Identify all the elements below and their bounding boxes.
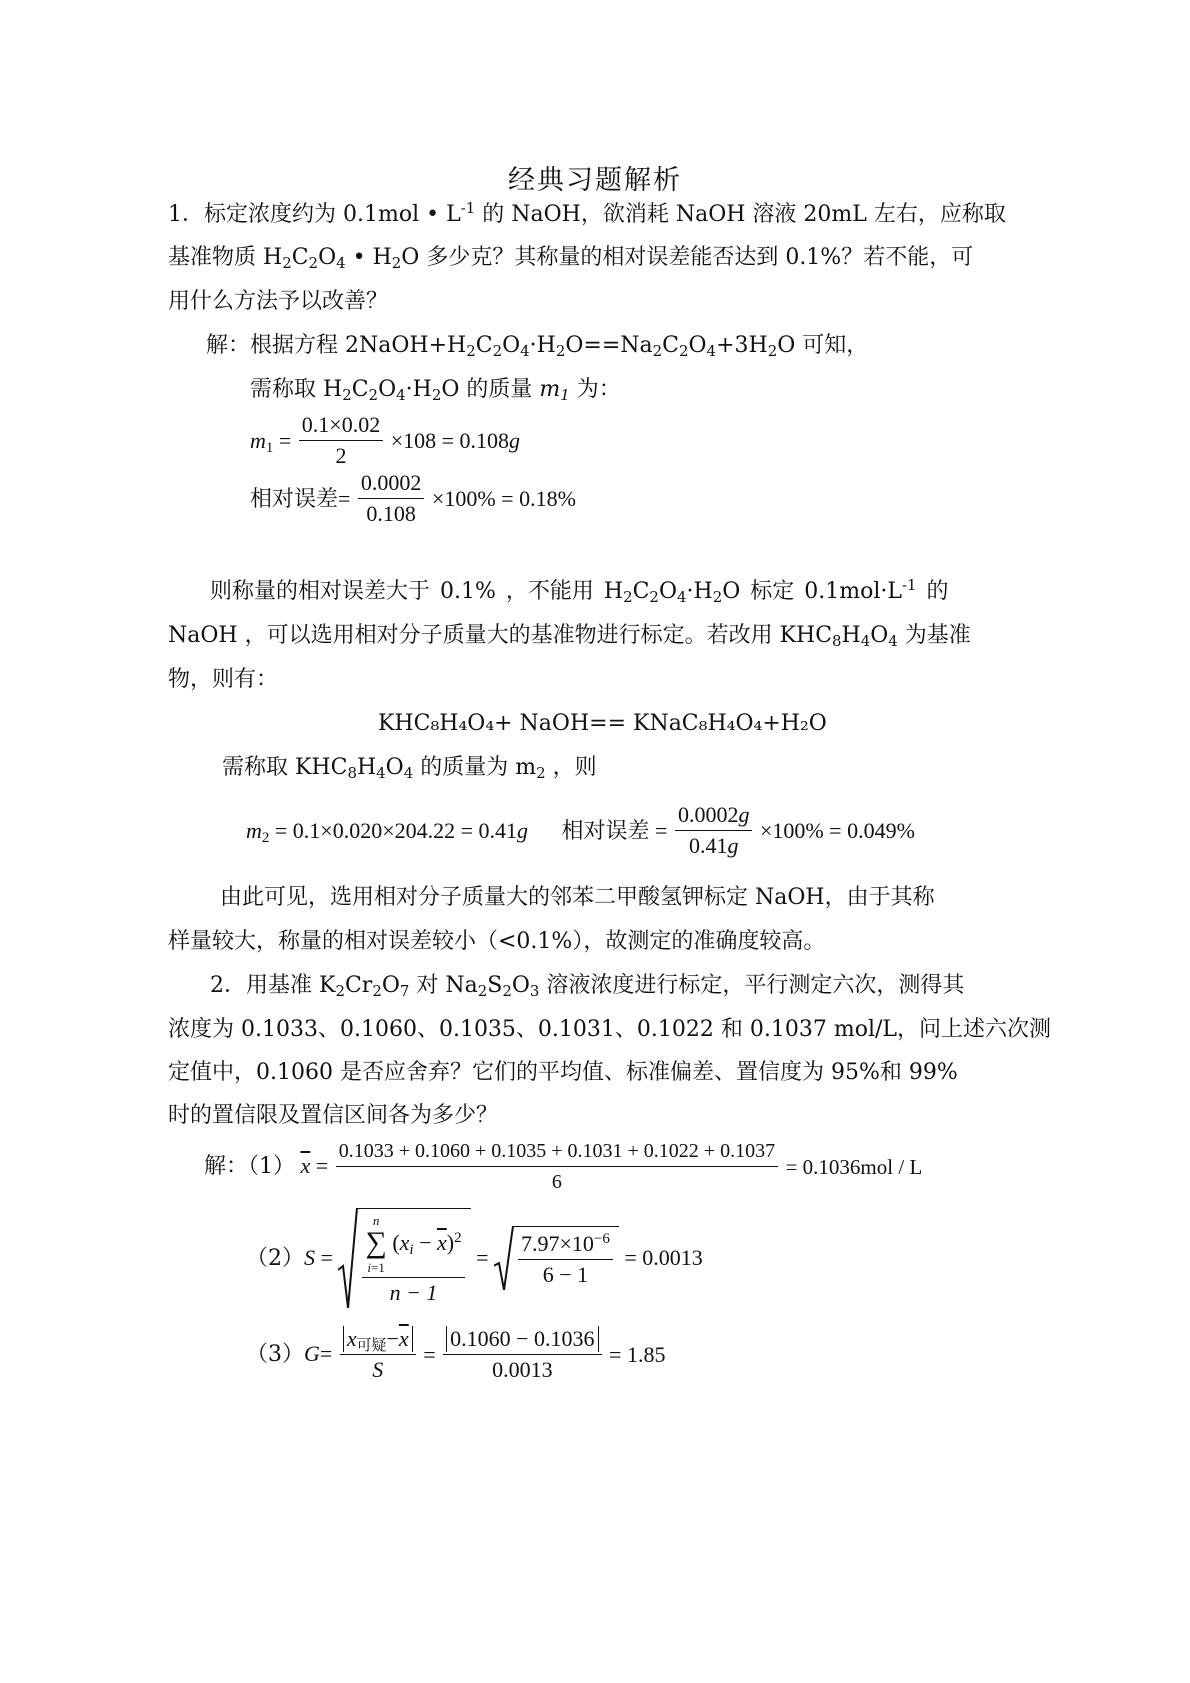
q2-step-3-grubbs: （3）G= $\frac{x_{可疑}-\overline{x}}{S}$ = $\frac{0.1060 - 0.1036}{0.0013}$ = 1.85 bbox=[246, 1324, 665, 1385]
q1-conclusion-line-1: 则称量的相对误差大于 0.1% ，不能用 $H_2C_2O_4\cdot H_2O$ 标定 $0.1mol\cdot L^{-1}$ 的 bbox=[210, 575, 949, 607]
grubbs-fraction-1: $\frac{x_{可疑}-\overline{x}}{S}$ bbox=[340, 1324, 416, 1385]
mean-fraction: $\frac{0.1033 + 0.1060 + 0.1035 + 0.1031 + 0.1022 + 0.1037}{6}$ bbox=[336, 1136, 778, 1197]
q1-line-1: 1．标定浓度约为 0.1mol • $L^{-1}$ 的 NaOH，欲消耗 NaOH 溶液 20mL 左右，应称取 bbox=[168, 198, 1006, 227]
page-title: 经典习题解析 bbox=[508, 165, 682, 196]
q2-line-3: 定值中，0.1060 是否应舍弃？它们的平均值、标准偏差、置信度为 95%和 99% bbox=[168, 1060, 958, 1085]
grubbs-fraction-2: $\frac{0.1060 - 0.1036}{0.0013}$ bbox=[443, 1324, 601, 1385]
q1-need-mass: 需称取 $H_2C_2O_4\cdot H_2O$ 的质量 $m_1$ 为： bbox=[250, 377, 621, 405]
q2-step-2-std-dev: （2）S = n ∑ i=1 $(x_i - \overline{x})^2$ n − 1 = $\frac{7.97\times 10^{-6}}{6 - 1}$ = 0.0013 bbox=[246, 1208, 703, 1308]
q1-final-line-2: 样量较大，称量的相对误差较小（<0.1%），故测定的准确度较高。 bbox=[168, 929, 826, 954]
q1-m2-formula: $m_2 = 0.1\times 0.020\times 204.22 = 0.41g$ 相对误差 = $\frac{0.0002g}{0.41g}$ ×100% = 0.049% bbox=[246, 800, 915, 861]
q1-line-2: 基准物质 $H_2C_2O_4$ • $H_2O$ 多少克？其称量的相对误差能否达到 0.1%？若不能，可 bbox=[168, 245, 974, 273]
q1-solution-equation: 解：根据方程 $2NaOH+H_2C_2O_4\cdot H_2O==Na_2C_2O_4+3H_2O$ 可知， bbox=[206, 333, 869, 361]
q1-khp-equation: KHC₈H₄O₄+ NaOH== KNaC₈H₄O₄+H₂O bbox=[378, 711, 827, 736]
q1-conclusion-line-2: NaOH ，可以选用相对分子质量大的基准物进行标定。若改用 $KHC_8H_4O_4$ 为基准 bbox=[168, 623, 971, 651]
q2-line-2: 浓度为 0.1033、0.1060、0.1035、0.1031、0.1022 和 0.1037 mol/L，问上述六次测 bbox=[168, 1017, 1052, 1042]
relative-error-2-fraction: $\frac{0.0002g}{0.41g}$ bbox=[675, 800, 753, 861]
q1-relative-error-formula: 相对误差= $\frac{0.0002}{0.108}$ ×100% = 0.18% bbox=[250, 468, 576, 529]
q1-need-mass-2: 需称取 $KHC_8H_4O_4$ 的质量为 $m_2$ ，则 bbox=[222, 755, 597, 783]
q1-m1-formula: $m_1$ = $\frac{0.1\times 0.02}{2}$ ×108 = 0.108g bbox=[250, 410, 520, 471]
q2-step-1-mean: 解：（1） $\overline{x}$ = $\frac{0.1033 + 0.1060 + 0.1035 + 0.1031 + 0.1022 + 0.1037}{6}$ = 0.1036mol / L bbox=[204, 1136, 922, 1197]
relative-error-fraction: $\frac{0.0002}{0.108}$ bbox=[358, 468, 425, 529]
q2-line-4: 时的置信限及置信区间各为多少？ bbox=[168, 1103, 499, 1128]
q2-line-1: 2．用基准 $K_2Cr_2O_7$ 对 $Na_2S_2O_3$ 溶液浓度进行标定，平行测定六次，测得其 bbox=[210, 973, 965, 1001]
q1-line-3: 用什么方法予以改善？ bbox=[168, 289, 389, 314]
sqrt-sum-formula: n ∑ i=1 $(x_i - \overline{x})^2$ n − 1 bbox=[338, 1208, 470, 1308]
m1-fraction: $\frac{0.1\times 0.02}{2}$ bbox=[299, 410, 383, 471]
q1-final-line-1: 由此可见，选用相对分子质量大的邻苯二甲酸氢钾标定 NaOH，由于其称 bbox=[220, 885, 935, 910]
sqrt-value-formula: $\frac{7.97\times 10^{-6}}{6 - 1}$ bbox=[494, 1226, 619, 1290]
q1-conclusion-line-3: 物，则有： bbox=[168, 667, 279, 692]
